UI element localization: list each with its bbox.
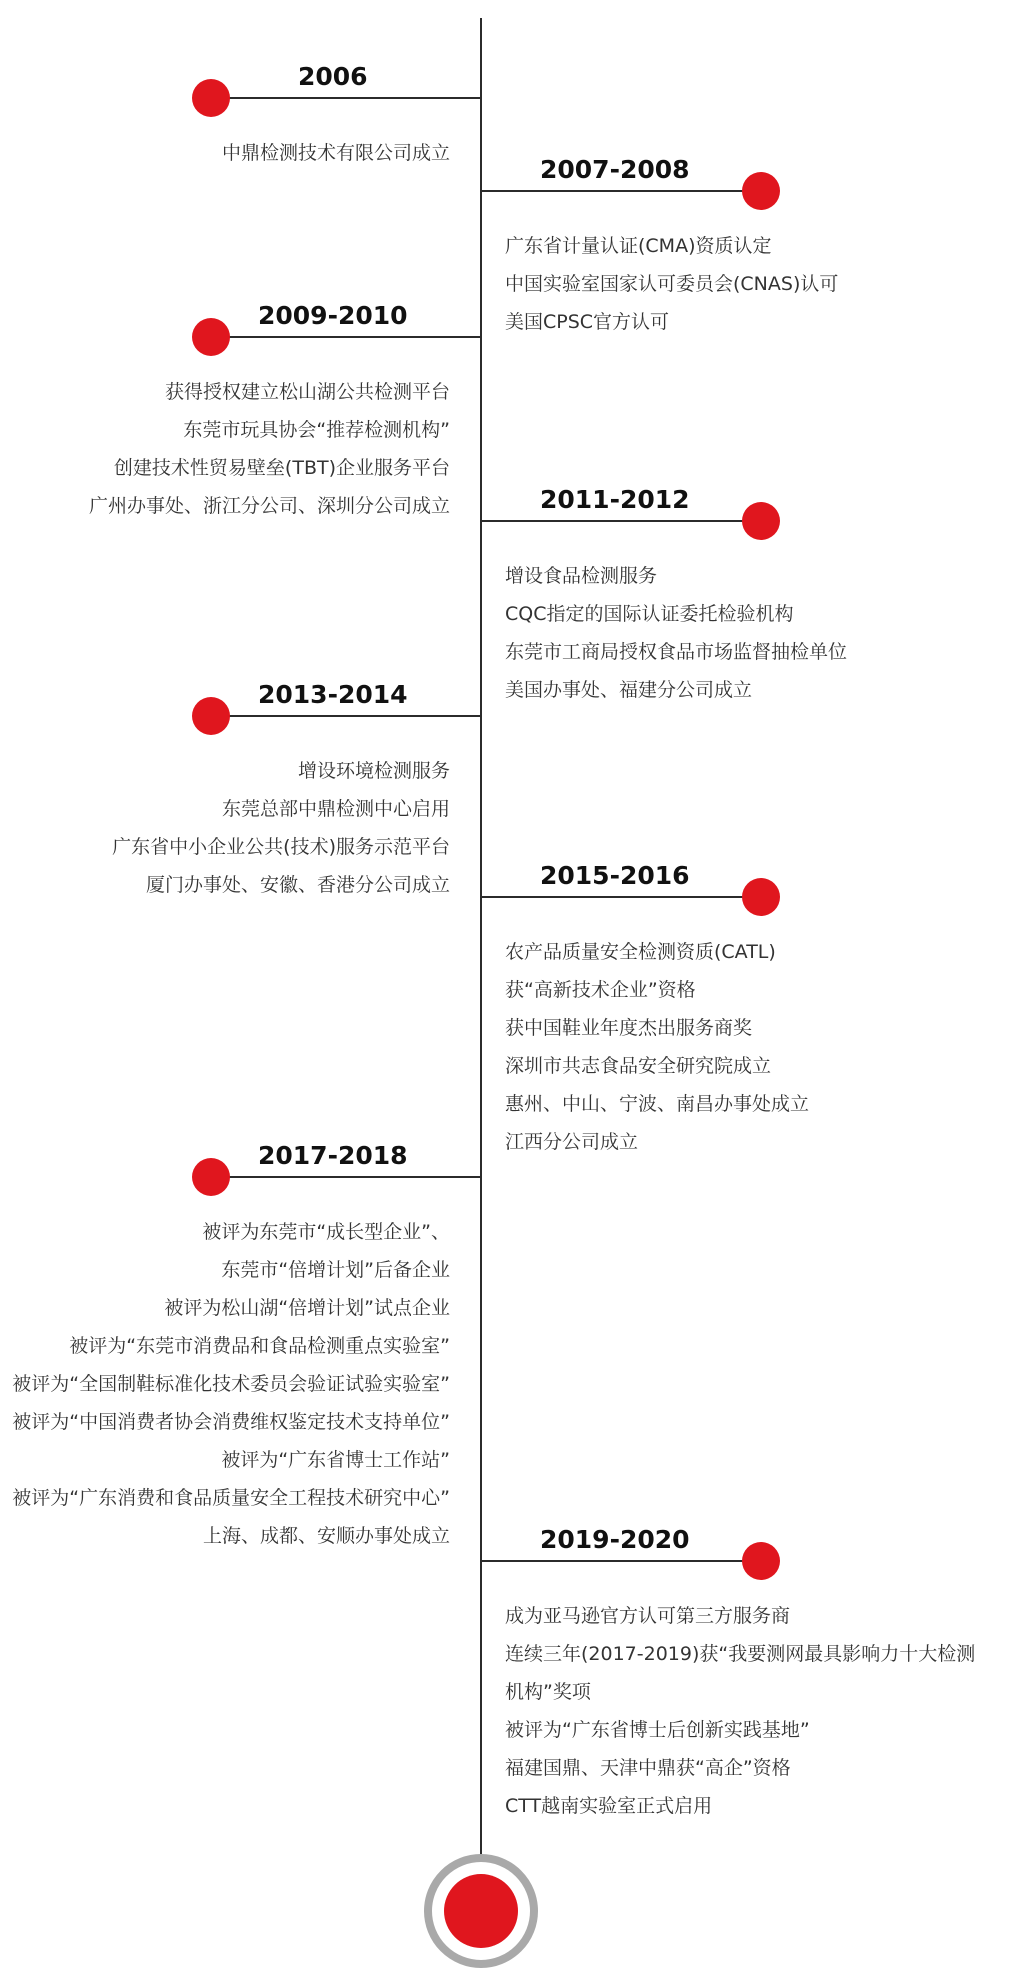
timeline-end-dot — [444, 1874, 518, 1948]
timeline-item: 中国实验室国家认可委员会(CNAS)认可 — [505, 273, 839, 295]
timeline-period: 2019-2020 — [540, 1525, 690, 1554]
timeline-branch — [481, 190, 761, 192]
timeline-period: 2007-2008 — [540, 155, 690, 184]
timeline-items — [112, 752, 450, 904]
timeline-item: 广州办事处、浙江分公司、深圳分公司成立 — [88, 495, 450, 517]
timeline-items — [505, 1597, 975, 1825]
timeline-item: 农产品质量安全检测资质(CATL) — [505, 941, 776, 963]
timeline-item: 广东省计量认证(CMA)资质认定 — [505, 235, 772, 257]
timeline-items — [505, 557, 847, 709]
timeline-dot — [192, 1158, 230, 1196]
timeline-items — [222, 134, 450, 172]
timeline-branch — [211, 715, 481, 717]
timeline-dot — [192, 697, 230, 735]
timeline-branch — [211, 1176, 481, 1178]
timeline-branch — [481, 896, 761, 898]
timeline-period: 2015-2016 — [540, 861, 690, 890]
timeline-item: 被评为“全国制鞋标准化技术委员会验证试验实验室” — [12, 1373, 450, 1395]
timeline-end-marker — [424, 1854, 538, 1968]
timeline-period: 2009-2010 — [258, 301, 408, 330]
timeline-item: 被评为“广东省博士后创新实践基地” — [505, 1719, 810, 1741]
timeline-dot — [192, 79, 230, 117]
timeline-item: 机构”奖项 — [505, 1681, 591, 1703]
timeline-item: 成为亚马逊官方认可第三方服务商 — [505, 1605, 791, 1627]
timeline-item: 东莞市玩具协会“推荐检测机构” — [183, 419, 450, 441]
timeline-item: 厦门办事处、安徽、香港分公司成立 — [145, 874, 450, 896]
timeline-period: 2011-2012 — [540, 485, 690, 514]
timeline-item: 东莞市“倍增计划”后备企业 — [221, 1259, 450, 1281]
timeline-period: 2017-2018 — [258, 1141, 408, 1170]
timeline-branch — [481, 1560, 761, 1562]
timeline-dot — [742, 1542, 780, 1580]
timeline-item: CQC指定的国际认证委托检验机构 — [505, 603, 794, 625]
timeline-item: CTT越南实验室正式启用 — [505, 1795, 713, 1817]
timeline-item: 上海、成都、安顺办事处成立 — [202, 1525, 450, 1547]
timeline-period: 2013-2014 — [258, 680, 408, 709]
timeline-item: 连续三年(2017-2019)获“我要测网最具影响力十大检测 — [505, 1643, 976, 1665]
timeline-item: 被评为“广东省博士工作站” — [221, 1449, 450, 1471]
timeline-axis — [480, 18, 482, 1880]
timeline-branch — [211, 336, 481, 338]
timeline-item: 被评为东莞市“成长型企业”、 — [202, 1221, 450, 1243]
timeline-item: 被评为“东莞市消费品和食品检测重点实验室” — [69, 1335, 450, 1357]
timeline-items — [89, 373, 450, 525]
timeline-item: 美国CPSC官方认可 — [505, 311, 670, 333]
timeline-item: 江西分公司成立 — [505, 1131, 639, 1153]
timeline-dot — [192, 318, 230, 356]
timeline-items — [505, 933, 809, 1161]
timeline-dot — [742, 172, 780, 210]
timeline-item: 获得授权建立松山湖公共检测平台 — [164, 381, 450, 403]
timeline-item: 广东省中小企业公共(技术)服务示范平台 — [112, 836, 450, 858]
timeline-item: 中鼎检测技术有限公司成立 — [221, 142, 450, 164]
timeline-item: 被评为“中国消费者协会消费维权鉴定技术支持单位” — [12, 1411, 450, 1433]
timeline-period: 2006 — [298, 62, 368, 91]
timeline-branch — [481, 520, 761, 522]
timeline-item: 被评为松山湖“倍增计划”试点企业 — [164, 1297, 450, 1319]
timeline-item: 美国办事处、福建分公司成立 — [505, 679, 753, 701]
timeline-item: 创建技术性贸易壁垒(TBT)企业服务平台 — [113, 457, 450, 479]
timeline-item: 被评为“广东消费和食品质量安全工程技术研究中心” — [12, 1487, 450, 1509]
timeline-dot — [742, 878, 780, 916]
timeline-item: 东莞市工商局授权食品市场监督抽检单位 — [505, 641, 848, 663]
timeline-items — [12, 1213, 450, 1555]
timeline-item: 获“高新技术企业”资格 — [505, 979, 696, 1001]
timeline-branch — [211, 97, 481, 99]
timeline-item: 东莞总部中鼎检测中心启用 — [221, 798, 450, 820]
timeline-item: 增设食品检测服务 — [505, 565, 658, 587]
timeline-item: 增设环境检测服务 — [297, 760, 450, 782]
timeline-item: 获中国鞋业年度杰出服务商奖 — [505, 1017, 753, 1039]
timeline-item: 惠州、中山、宁波、南昌办事处成立 — [505, 1093, 810, 1115]
timeline-items — [505, 227, 838, 341]
timeline-item: 深圳市共志食品安全研究院成立 — [505, 1055, 772, 1077]
timeline-item: 福建国鼎、天津中鼎获“高企”资格 — [505, 1757, 791, 1779]
timeline-dot — [742, 502, 780, 540]
